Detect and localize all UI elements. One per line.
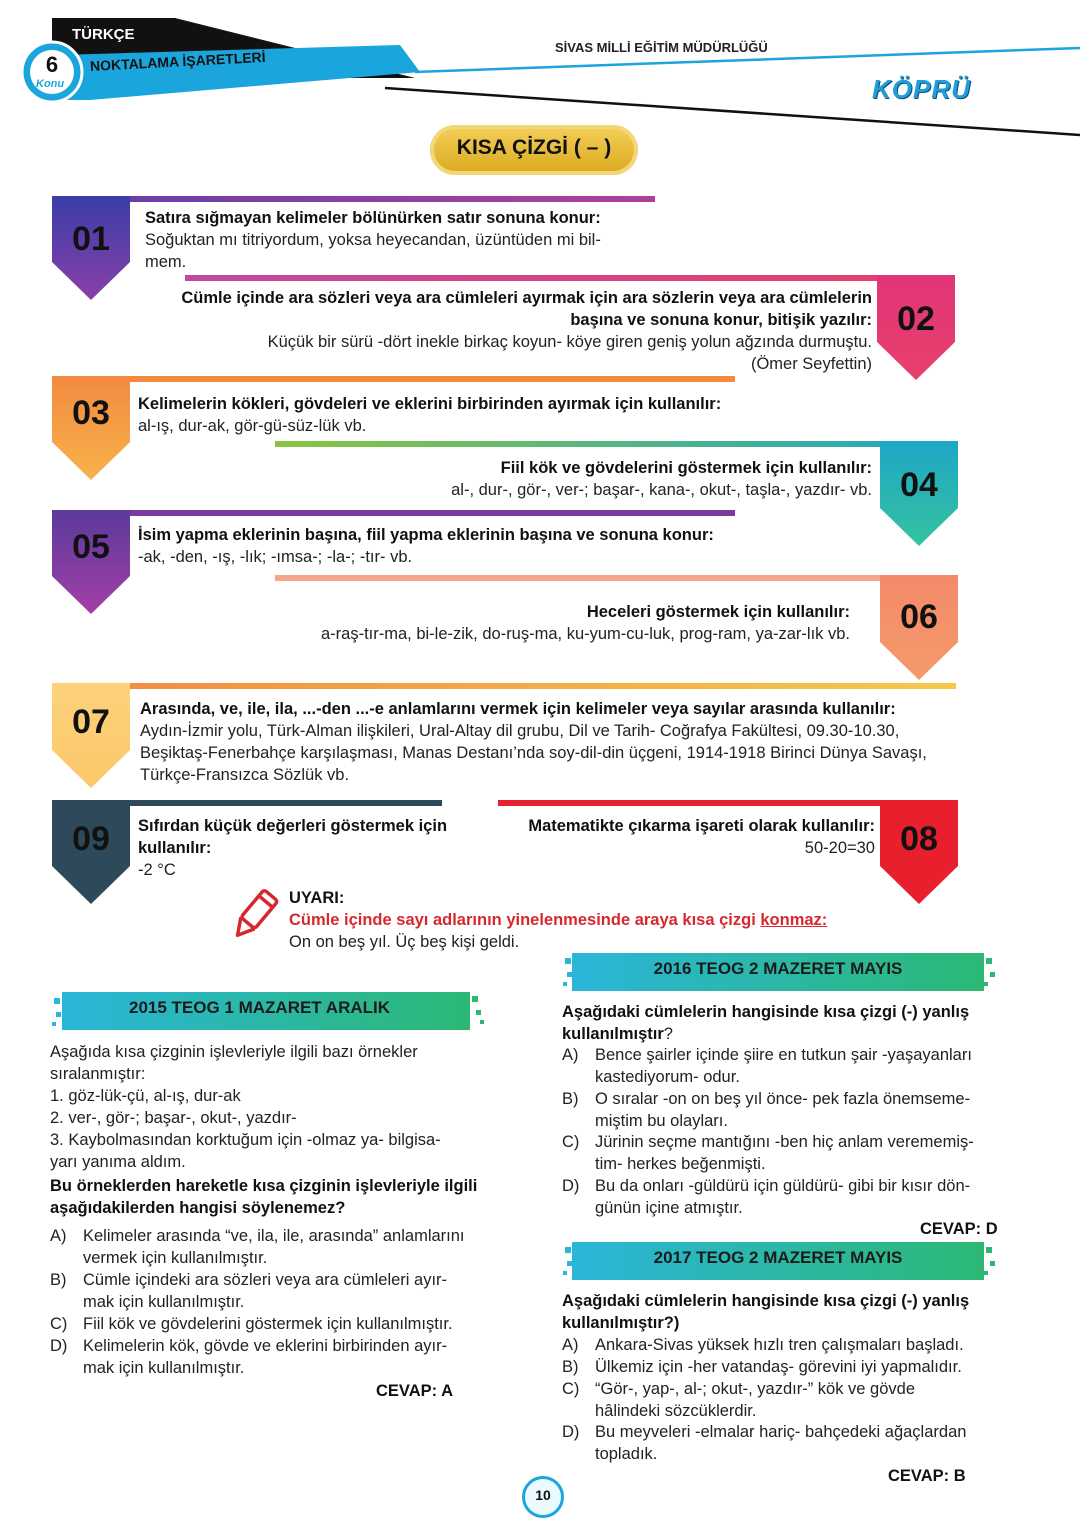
rule-03-heading: Kelimelerin kökleri, gövdeleri ve eklerini birbirinden ayırmak için kullanılır: [138, 395, 722, 413]
rule-02-source: (Ömer Seyfettin) [750, 355, 872, 373]
warning-text-emph: konmaz: [760, 911, 828, 929]
q3-option-key: A) [562, 1336, 579, 1354]
q3-option-key: B) [562, 1358, 579, 1376]
q1-option-text: Fiil kök ve gövdelerini göstermek için kullanılmıştır. [83, 1315, 453, 1333]
q1-intro-line: sıralanmıştır: [50, 1065, 146, 1083]
q2-option-key: A) [562, 1046, 579, 1064]
q1-option-a[interactable] [50, 1225, 490, 1269]
q1-stem: Bu örneklerden hareketle kısa çizginin işlevleriyle ilgili [50, 1177, 478, 1195]
q2-stem-tail: ? [663, 1025, 673, 1043]
q1-option-key: B) [50, 1271, 67, 1289]
brand-logo: KÖPRÜ [872, 74, 971, 104]
q1-option-key: C) [50, 1315, 68, 1333]
rule-05-line: -ak, -den, -ış, -lık; -ımsa-; -la-; -tır- vb. [138, 548, 413, 566]
rule-02-line: Küçük bir sürü -dört inekle birkaç koyun- köye giren geniş yolun ağzında durmuştu. [267, 333, 872, 351]
warning-text-main: Cümle içinde sayı adlarının yinelenmesinde araya kısa çizgi [289, 911, 761, 929]
rule-09-text [138, 815, 498, 881]
rule-03-text [138, 393, 858, 437]
rule-01-line: Soğuktan mı titriyordum, yoksa heyecandan, üzüntüden mi bil- [145, 231, 601, 249]
q2-answer: CEVAP: D [920, 1220, 998, 1238]
rule-02-heading: başına ve sonuna konur, bitişik yazılır: [570, 311, 872, 329]
rule-08-text [500, 815, 875, 859]
q1-intro-line: yarı yanıma aldım. [50, 1153, 186, 1171]
q2-option-text: günün içine atmıştır. [595, 1199, 743, 1217]
q3-option-b[interactable] [562, 1356, 1002, 1378]
q1-option-b[interactable] [50, 1269, 490, 1313]
rule-number-04: 04 [900, 466, 938, 504]
rule-09-heading: Sıfırdan küçük değerleri göstermek için [138, 817, 448, 835]
rule-number-08: 08 [900, 820, 938, 858]
topic-number: 6 [45, 52, 59, 77]
rule-01-heading: Satıra sığmayan kelimeler bölünürken satır sonuna konur: [145, 209, 601, 227]
q1-stem: aşağıdakilerden hangisi söylenemez? [50, 1199, 346, 1217]
q3-option-c[interactable] [562, 1378, 1002, 1422]
q3-stem-line: Aşağıdaki cümlelerin hangisinde kısa çizgi (-) yanlış [562, 1292, 970, 1310]
q1-option-key: A) [50, 1227, 67, 1245]
q1-option-text: Kelimelerin kök, gövde ve eklerini birbirinden ayır- [83, 1337, 448, 1355]
rule-05-heading: İsim yapma eklerinin başına, fiil yapma eklerinin başına ve sonuna konur: [138, 526, 714, 544]
q1-option-text: Kelimeler arasında “ve, ila, ile, arasında” anlamlarını [83, 1227, 465, 1245]
q3-option-d[interactable] [562, 1421, 1002, 1465]
q1-intro-line: 3. Kaybolmasından korktuğum için -olmaz ya- bilgisa- [50, 1131, 441, 1149]
rule-02-heading: Cümle içinde ara sözleri veya ara cümleleri ayırmak için ara sözlerin veya ara cümlelerin [181, 289, 872, 307]
pencil-icon [226, 888, 284, 944]
q2-option-text: tim- herkes beğenmişti. [595, 1155, 766, 1173]
q1-option-text: mak için kullanılmıştır. [83, 1293, 245, 1311]
rule-number-03: 03 [72, 394, 110, 432]
subject-label: TÜRKÇE [72, 26, 135, 43]
rule-06-text [260, 601, 850, 645]
q2-stem-line: Aşağıdaki cümlelerin hangisinde kısa çizgi (-) yanlış [562, 1003, 970, 1021]
rule-01-line: mem. [145, 253, 187, 271]
rule-number-09: 09 [72, 820, 110, 858]
rule-number-02: 02 [897, 300, 935, 338]
q3-option-text: Bu meyveleri -elmalar hariç- bahçedeki ağaçlardan [595, 1423, 967, 1441]
rule-number-05: 05 [72, 528, 110, 566]
rule-04-heading: Fiil kök ve gövdelerini göstermek için kullanılır: [500, 459, 872, 477]
q1-intro-line: 2. ver-, gör-; başar-, okut-, yazdır- [50, 1109, 297, 1127]
q2-option-text: Jürinin seçme mantığını -ben hiç anlam verememiş- [595, 1133, 974, 1151]
q2-option-text: O sıralar -on on beş yıl önce- pek fazla önemseme- [595, 1090, 971, 1108]
topic-word: Konu [36, 78, 65, 90]
rule-number-07: 07 [72, 703, 110, 741]
rule-07-line: Aydın-İzmir yolu, Türk-Alman ilişkileri, Ural-Altay dil grubu, Dil ve Tarih- Coğrafya Fakültesi, 09.30-10.30, [140, 722, 900, 740]
q3-option-text: “Gör-, yap-, al-; okut-, yazdır-” kök ve gövde [595, 1380, 916, 1398]
rule-07-heading: Arasında, ve, ile, ila, ...-den ...-e anlamlarını vermek için kelimeler veya sayılar arasında kullanılır: [140, 700, 896, 718]
rule-03-line: al-ış, dur-ak, gör-gü-süz-lük vb. [138, 417, 367, 435]
q2-option-key: B) [562, 1090, 579, 1108]
rule-09-line: -2 °C [138, 861, 176, 879]
rule-05-text [138, 524, 858, 568]
rule-07-line: Türkçe-Fransızca Sözlük vb. [140, 766, 350, 784]
rule-number-01: 01 [72, 220, 110, 258]
rule-07-line: Beşiktaş-Fenerbahçe karşılaşması, Manas Destanı’nda soy-dil-din üçgeni, 1914-1918 Birinci Dünya Savaşı, [140, 744, 927, 762]
rule-07-text [140, 698, 970, 786]
q1-option-key: D) [50, 1337, 68, 1355]
q3-option-text: Ülkemiz için -her vatandaş- görevini iyi yapmalıdır. [595, 1358, 962, 1376]
q2-stem-bold: kullanılmıştır [562, 1025, 664, 1043]
q2-option-text: Bence şairler içinde şiire en tutkun şair -yaşayanları [595, 1046, 972, 1064]
warning-example: On on beş yıl. Üç beş kişi geldi. [289, 933, 520, 951]
q2-option-key: C) [562, 1133, 580, 1151]
rule-09-heading: kullanılır: [138, 839, 212, 857]
q2-option-text: kastediyorum- odur. [595, 1068, 740, 1086]
q1-option-text: mak için kullanılmıştır. [83, 1359, 245, 1377]
q1-option-c[interactable] [50, 1313, 490, 1335]
q1-banner: 2015 TEOG 1 MAZARET ARALIK [128, 998, 391, 1017]
q3-banner: 2017 TEOG 2 MAZERET MAYIS [653, 1248, 903, 1267]
q2-option-c[interactable] [562, 1131, 1002, 1175]
q3-answer: CEVAP: B [888, 1467, 966, 1485]
q3-option-a[interactable] [562, 1334, 1002, 1356]
q1-intro-line: 1. göz-lük-çü, al-ış, dur-ak [50, 1087, 241, 1105]
warning-text [289, 909, 889, 931]
q2-banner: 2016 TEOG 2 MAZERET MAYIS [653, 959, 903, 978]
warning-label: UYARI: [289, 889, 345, 907]
q1-option-text: vermek için kullanılmıştır. [83, 1249, 268, 1267]
q2-option-text: Bu da onları -güldürü için güldürü- gibi bir kısır dön- [595, 1177, 971, 1195]
rule-06-heading: Heceleri göstermek için kullanılır: [586, 603, 850, 621]
rule-04-text [300, 457, 872, 501]
page-number: 10 [535, 1487, 551, 1503]
q3-option-text: Ankara-Sivas yüksek hızlı tren çalışmaları başladı. [595, 1336, 964, 1354]
q2-option-key: D) [562, 1177, 580, 1195]
q2-stem-line-2 [562, 1023, 998, 1045]
rule-08-heading: Matematikte çıkarma işareti olarak kullanılır: [528, 817, 875, 835]
rule-04-line: al-, dur-, gör-, ver-; başar-, kana-, okut-, taşla-, yazdır- vb. [451, 481, 872, 499]
q1-intro-line: Aşağıda kısa çizginin işlevleriyle ilgili bazı örnekler [50, 1043, 418, 1061]
q2-stem [562, 1001, 998, 1045]
q2-option-d[interactable] [562, 1175, 1002, 1219]
rule-02-text [150, 287, 872, 375]
rule-number-06: 06 [900, 598, 938, 636]
q3-stem-line: kullanılmıştır?) [562, 1314, 680, 1332]
q2-option-text: miştim bu olayları. [595, 1112, 728, 1130]
q3-option-key: D) [562, 1423, 580, 1441]
q2-option-a[interactable] [562, 1044, 1002, 1088]
q1-body [50, 1041, 490, 1219]
q3-option-text: topladık. [595, 1445, 658, 1463]
q1-option-text: Cümle içindeki ara sözleri veya ara cümleleri ayır- [83, 1271, 448, 1289]
q3-option-text: hâlindeki sözcüklerdir. [595, 1402, 757, 1420]
rule-08-line: 50-20=30 [804, 839, 875, 857]
q3-option-key: C) [562, 1380, 580, 1398]
rule-01-text [145, 207, 645, 273]
page-title: KISA ÇİZGİ ( – ) [456, 136, 612, 159]
institution-name: SİVAS MİLLİ EĞİTİM MÜDÜRLÜĞÜ [555, 40, 768, 55]
q3-stem [562, 1290, 998, 1334]
q2-option-b[interactable] [562, 1088, 1002, 1132]
q1-answer: CEVAP: A [376, 1382, 454, 1400]
q1-option-d[interactable] [50, 1335, 490, 1379]
rule-06-line: a-raş-tır-ma, bi-le-zik, do-ruş-ma, ku-yum-cu-luk, prog-ram, ya-zar-lık vb. [321, 625, 850, 643]
topic-title: NOKTALAMA İŞARETLERİ [89, 48, 266, 74]
